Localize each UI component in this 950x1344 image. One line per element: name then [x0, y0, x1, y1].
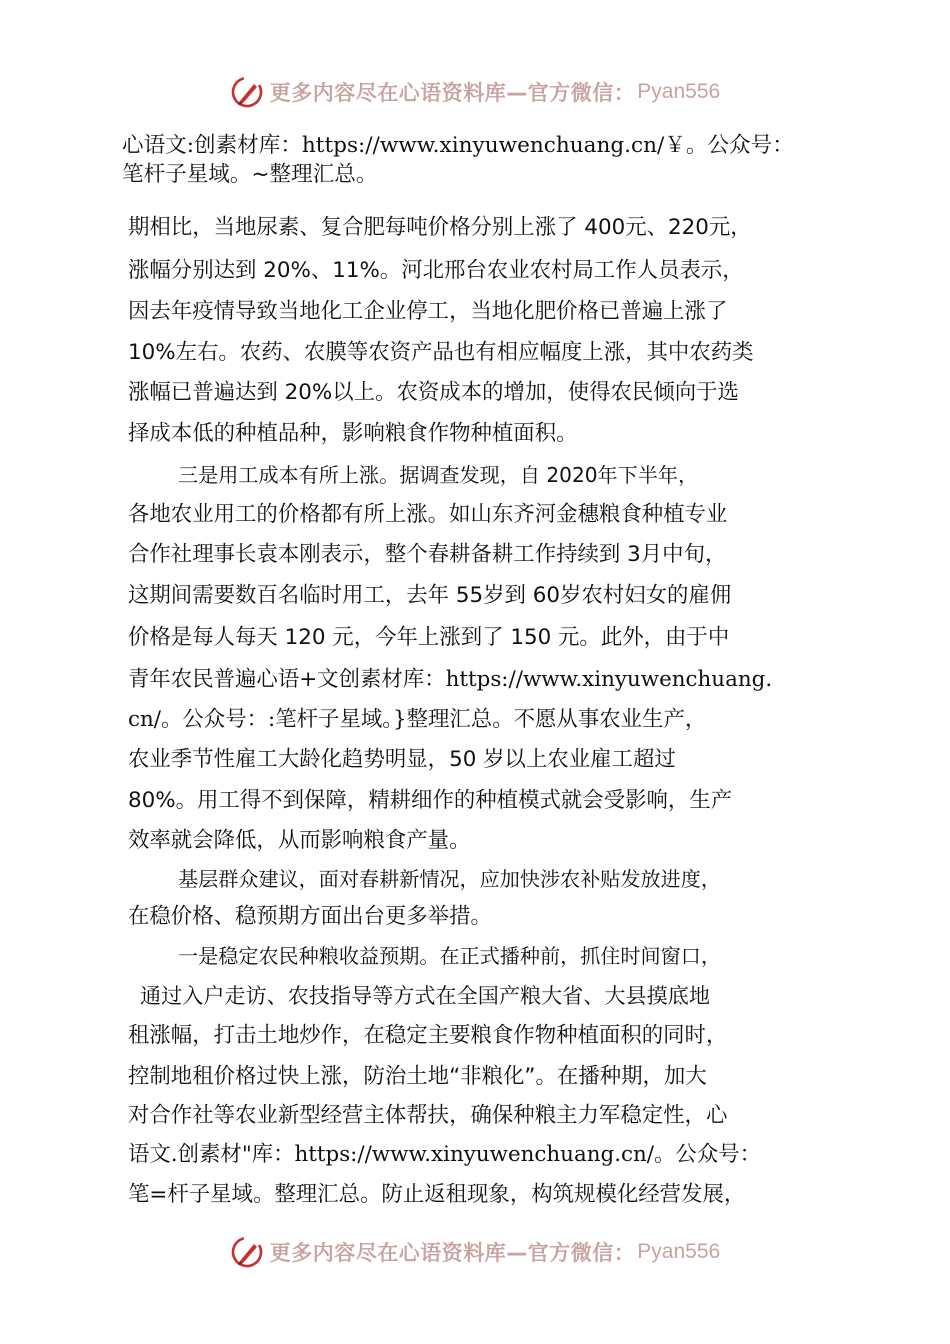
text-line: 择成本低的种植品种，影响粮食作物种植面积。: [128, 421, 578, 446]
text-line: 租涨幅，打击土地炒作，在稳定主要粮食作物种植面积的同时，: [128, 1023, 728, 1048]
text-line: 一是稳定农民种粮收益预期。在正式播种前，抓住时间窗口，: [178, 944, 721, 968]
text-line: 对合作社等农业新型经营主体帮扶，确保种粮主力军稳定性，心: [128, 1103, 728, 1128]
watermark-text: 更多内容尽在心语资料库—官方微信：: [269, 1241, 636, 1265]
text-line: 笔杆子星域。~整理汇总。: [122, 162, 378, 187]
watermark-wechat-id: Pyan556: [637, 80, 721, 103]
pen-logo-icon: [230, 75, 264, 109]
text-line: 合作社理事长袁本刚表示，整个春耕备耕工作持续到 3月中旬，: [128, 542, 727, 567]
text-line: 期相比，当地尿素、复合肥每吨价格分别上涨了 400元、220元，: [128, 215, 752, 240]
text-line: 80%。用工得不到保障，精耕细作的种植模式就会受影响，生产: [128, 788, 733, 813]
text-line: 心语文:创素材库：https://www.xinyuwenchuang.cn/￥。公众号：: [122, 133, 794, 158]
text-line: 农业季节性雇工大龄化趋势明显，50 岁以上农业雇工超过: [128, 747, 676, 772]
watermark-banner-bottom: [0, 1230, 950, 1274]
text-line: 青年农民普遍心语+文创素材库：https://www.xinyuwenchuang.: [128, 667, 773, 692]
text-line: 在稳价格、稳预期方面出台更多举措。: [128, 904, 492, 929]
text-line: 10%左右。农药、农膜等农资产品也有相应幅度上涨，其中农药类: [128, 340, 754, 365]
text-line: 因去年疫情导致当地化工企业停工，当地化肥价格已普遍上涨了: [128, 299, 728, 324]
text-line: 涨幅分别达到 20%、11%。河北邢台农业农村局工作人员表示，: [128, 258, 744, 283]
text-line: 这期间需要数百名临时用工，去年 55岁到 60岁农村妇女的雇佣: [128, 583, 732, 608]
pen-logo-icon: [230, 1235, 264, 1269]
watermark-banner-top: [0, 70, 950, 114]
text-line: 涨幅已普遍达到 20%以上。农资成本的增加，使得农民倾向于选: [128, 380, 739, 405]
text-line: 三是用工成本有所上涨。据调查发现，自 2020年下半年，: [178, 463, 699, 487]
text-line: 基层群众建议，面对春耕新情况，应加快涉农补贴发放进度，: [178, 867, 721, 891]
text-line: 控制地租价格过快上涨，防治土地“非粮化”。在播种期，加大: [128, 1064, 707, 1089]
text-line: cn/。公众号：:笔杆子星域。}整理汇总。不愿从事农业生产，: [128, 707, 707, 732]
text-line: 通过入户走访、农技指导等方式在全国产粮大省、大县摸底地: [140, 983, 710, 1008]
text-line: 语文.创素材"库：https://www.xinyuwenchuang.cn/。公众号：: [128, 1142, 762, 1167]
text-line: 各地农业用工的价格都有所上涨。如山东齐河金穗粮食种植专业: [128, 502, 728, 527]
text-line: 效率就会降低，从而影响粮食产量。: [128, 828, 471, 853]
text-line: 笔=杆子星域。整理汇总。防止返租现象，构筑规模化经营发展，: [128, 1182, 746, 1207]
text-line: 价格是每人每天 120 元，今年上涨到了 150 元。此外，由于中: [128, 625, 730, 650]
watermark-wechat-id: Pyan556: [637, 1240, 721, 1263]
watermark-text: 更多内容尽在心语资料库—官方微信：: [269, 81, 636, 105]
